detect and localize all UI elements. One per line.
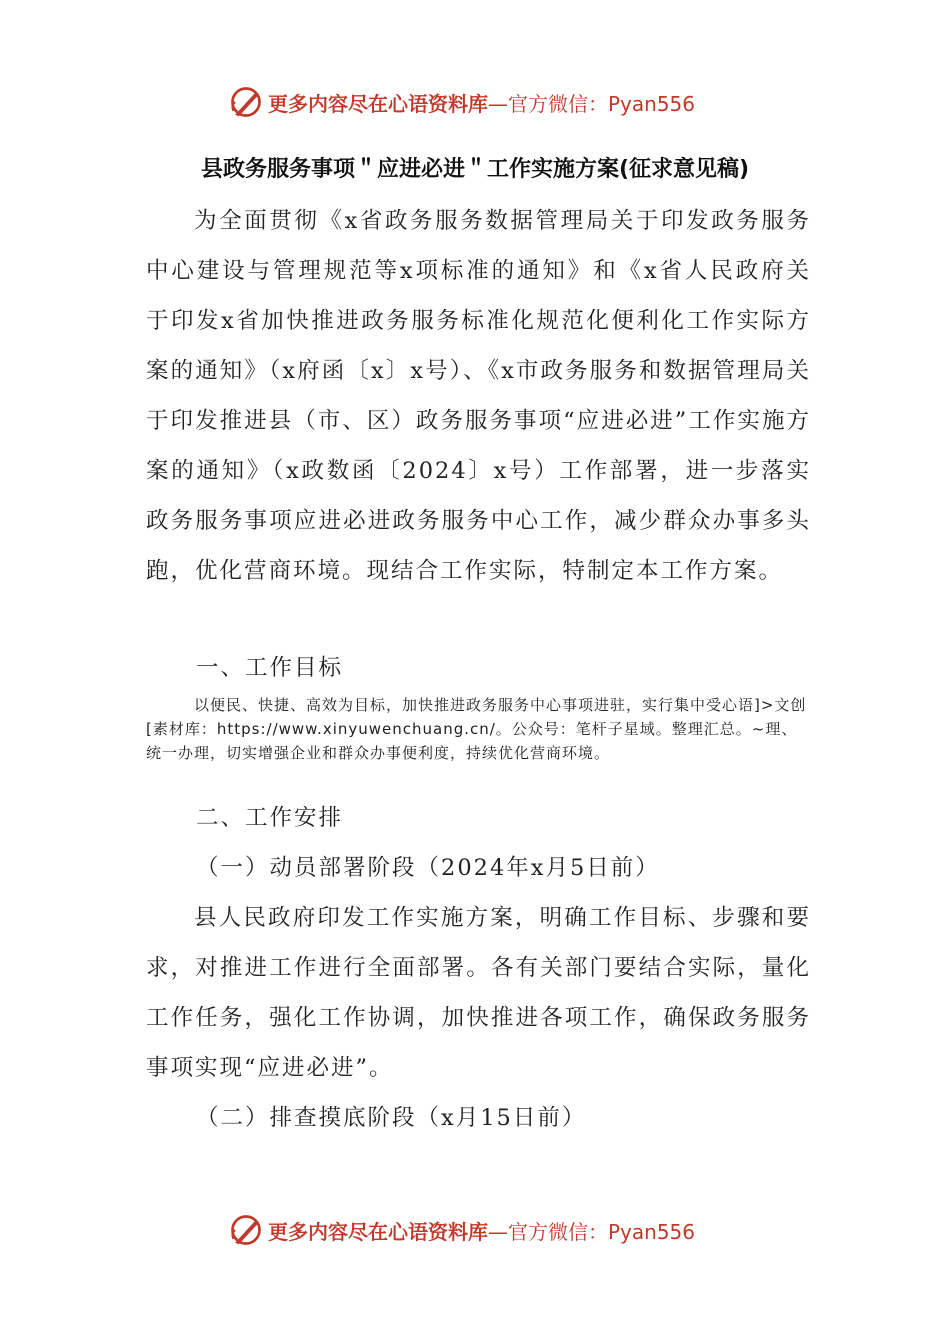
section-heading-goals: 一、工作目标: [196, 655, 344, 681]
subsection-heading-survey: （二）排查摸底阶段（x月15日前）: [196, 1105, 587, 1131]
header-banner: [228, 82, 728, 122]
banner-separator: —: [488, 91, 508, 116]
document-title: 县政务服务事项＂应进必进＂工作实施方案(征求意见稿): [200, 157, 750, 182]
footer-banner: [228, 1210, 728, 1250]
banner-brand: 更多内容尽在心语资料库: [268, 1219, 488, 1244]
banner-text: [268, 88, 695, 117]
pen-logo-icon: [228, 1212, 264, 1248]
section-heading-arrangement: 二、工作安排: [196, 805, 344, 831]
intro-paragraph: 为全面贯彻《x省政务服务数据管理局关于印发政务服务中心建设与管理规范等x项标准的通知》和《x省人民政府关于印发x省加快推进政务服务标准化规范化便利化工作实际方案的通知》（x府函〔x〕x号）、《x市政务服务和数据管理局关于印发推进县（市、区）政务服务事项“应进必进”工作实施方案的通知》（x政数函〔2024〕x号）工作部署，进一步落实政务服务事项应进必进政务服务中心工作，减少群众办事多头跑，优化营商环境。现结合工作实际，特制定本工作方案。: [146, 208, 811, 584]
pen-logo-icon: [228, 84, 264, 120]
banner-separator: —: [488, 1219, 508, 1244]
goals-paragraph: 以便民、快捷、高效为目标，加快推进政务服务中心事项进驻，实行集中受心语]>文创[素材库：https://www.xinyuwenchuang.cn/。公众号：笔杆子星域。整理汇总。~理、统一办理，切实增强企业和群众办事便利度，持续优化营商环境。: [146, 696, 807, 762]
subsection-heading-mobilization: （一）动员部署阶段（2024年x月5日前）: [196, 855, 660, 881]
banner-brand: 更多内容尽在心语资料库: [268, 91, 488, 116]
banner-text: [268, 1216, 695, 1245]
banner-wechat: 官方微信：Pyan556: [508, 91, 696, 116]
mobilization-paragraph: 县人民政府印发工作实施方案，明确工作目标、步骤和要求，对推进工作进行全面部署。各有关部门要结合实际，量化工作任务，强化工作协调，加快推进各项工作，确保政务服务事项实现“应进必进”。: [146, 905, 811, 1081]
banner-wechat: 官方微信：Pyan556: [508, 1219, 696, 1244]
